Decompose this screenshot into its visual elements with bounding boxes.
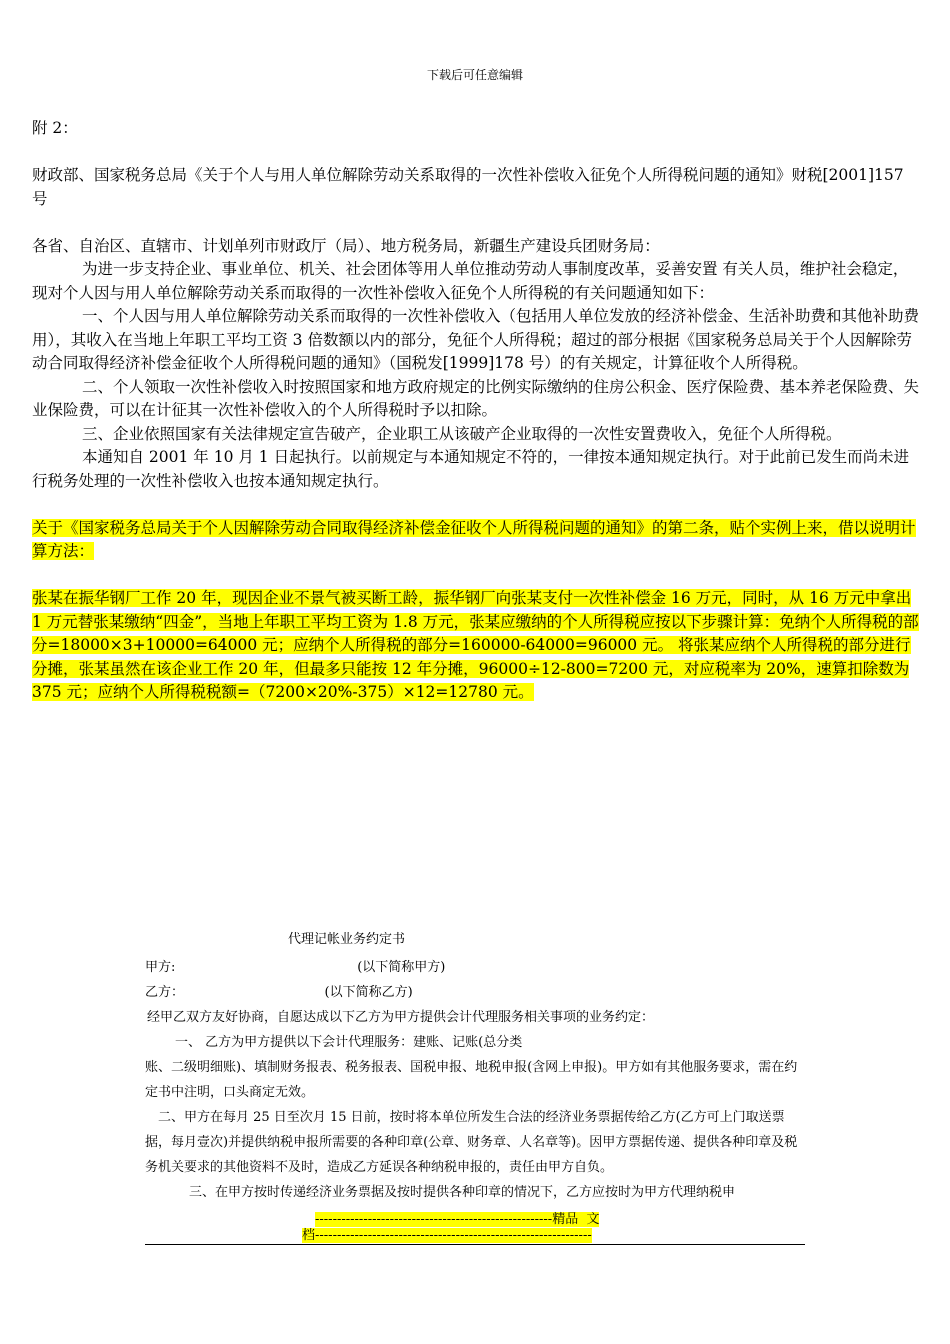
attachment-label: 附 2： xyxy=(32,119,78,137)
agreement-body xyxy=(145,955,810,1205)
footer-watermark xyxy=(145,1212,805,1244)
agreement-intro: 经甲乙双方友好协商，自愿达成以下乙方为甲方提供会计代理服务相关事项的业务约定： xyxy=(147,1010,655,1025)
party-a-line: 甲方: (以下简称甲方) xyxy=(145,960,446,975)
highlight-example-text: 张某在振华钢厂工作 20 年，现因企业不景气被买断工龄，振华钢厂向张某支付一次性补偿金 16 万元，同时，从 16 万元中拿出 1 万元替张某缴纳“四金”，当地上年职工平均工资为 1.8 万元，张某应缴纳的个人所得税应按以下步骤计算：免纳个人所得税的部分=18000×3+10000=64000 元；应纳个人所得税的部分=160000-64000=96000 元。 将张某应纳个人所得税的部分进行分摊，张某虽然在该企业工作 20 年，但最多只能按 12 年分摊，96000÷12-800=7200 元，对应税率为 20%，速算扣除数为 375 元；应纳个人所得税税额=（7200×20%-375）×12=12780 元。 xyxy=(32,589,919,701)
clause-3: 三、在甲方按时传递经济业务票据及按时提供各种印章的情况下，乙方应按时为甲方代理纳税申 xyxy=(189,1185,736,1200)
notice-paragraph: 为进一步支持企业、事业单位、机关、社会团体等用人单位推动劳动人事制度改革，妥善安置 有关人员，维护社会稳定，现对个人因与用人单位解除劳动关系而取得的一次性补偿收入征免个人所得税的有关问题通知如下： xyxy=(32,260,909,302)
notice-paragraph: 本通知自 2001 年 10 月 1 日起执行。以前规定与本通知规定不符的，一律按本通知规定执行。对于此前已发生而尚未进行税务处理的一次性补偿收入也按本通知规定执行。 xyxy=(32,448,910,490)
footer-divider xyxy=(145,1244,805,1245)
highlight-intro-text: 关于《国家税务总局关于个人因解除劳动合同取得经济补偿金征收个人所得税问题的通知》的第二条，贴个实例上来，借以说明计算方法： xyxy=(32,518,916,560)
notice-title: 财政部、国家税务总局《关于个人与用人单位解除劳动关系取得的一次性补偿收入征免个人所得税问题的通知》财税[2001]157 号 xyxy=(32,166,904,208)
notice-body xyxy=(32,117,920,705)
agreement-title: 代理记帐业务约定书 xyxy=(288,932,406,947)
notice-addressee: 各省、自治区、直辖市、计划单列市财政厅（局）、地方税务局，新疆生产建设兵团财务局： xyxy=(32,236,660,255)
highlight-example xyxy=(32,587,920,705)
notice-paragraph: 一、个人因与用人单位解除劳动关系而取得的一次性补偿收入（包括用人单位发放的经济补偿金、生活补助费和其他补助费用），其收入在当地上年职工平均工资 3 倍数额以内的部分，免征个人所得税；超过的部分根据《国家税务总局关于个人因解除劳动合同取得经济补偿金征收个人所得税问题的通知》（国税发[1999]178 号）的有关规定，计算征收个人所得税。 xyxy=(32,307,920,372)
clause-1-head: 一、 乙方为甲方提供以下会计代理服务：建账、记账(总分类 xyxy=(175,1035,523,1050)
notice-paragraph: 二、个人领取一次性补偿收入时按照国家和地方政府规定的比例实际缴纳的住房公积金、医疗保险费、基本养老保险费、失业保险费，可以在计征其一次性补偿收入的个人所得税时予以扣除。 xyxy=(32,377,920,419)
footer-line-1: ------------------------------------------------------精品 文 xyxy=(315,1212,600,1227)
clause-2: 二、甲方在每月 25 日至次月 15 日前，按时将本单位所发生合法的经济业务票据传给乙方(乙方可上门取送票据，每月壹次)并提供纳税申报所需要的各种印章(公章、财务章、人名章等)。因甲方票据传递、提供各种印章及税务机关要求的其他资料不及时，造成乙方延误各种纳税申报的，责任由甲方自负。 xyxy=(145,1110,798,1175)
party-b-line: 乙方： (以下简称乙方) xyxy=(145,985,413,1000)
page-header: 下载后可任意编辑 xyxy=(426,68,523,82)
notice-paragraph: 三、企业依照国家有关法律规定宣告破产，企业职工从该破产企业取得的一次性安置费收入，免征个人所得税。 xyxy=(82,424,842,443)
footer-line-2: 档--------------------------------------------------------------- xyxy=(302,1228,592,1243)
clause-1-body: 账、二级明细账)、填制财务报表、税务报表、国税申报、地税申报(含网上申报)。甲方如有其他服务要求，需在约定书中注明，口头商定无效。 xyxy=(145,1060,798,1100)
highlight-intro xyxy=(32,517,920,564)
